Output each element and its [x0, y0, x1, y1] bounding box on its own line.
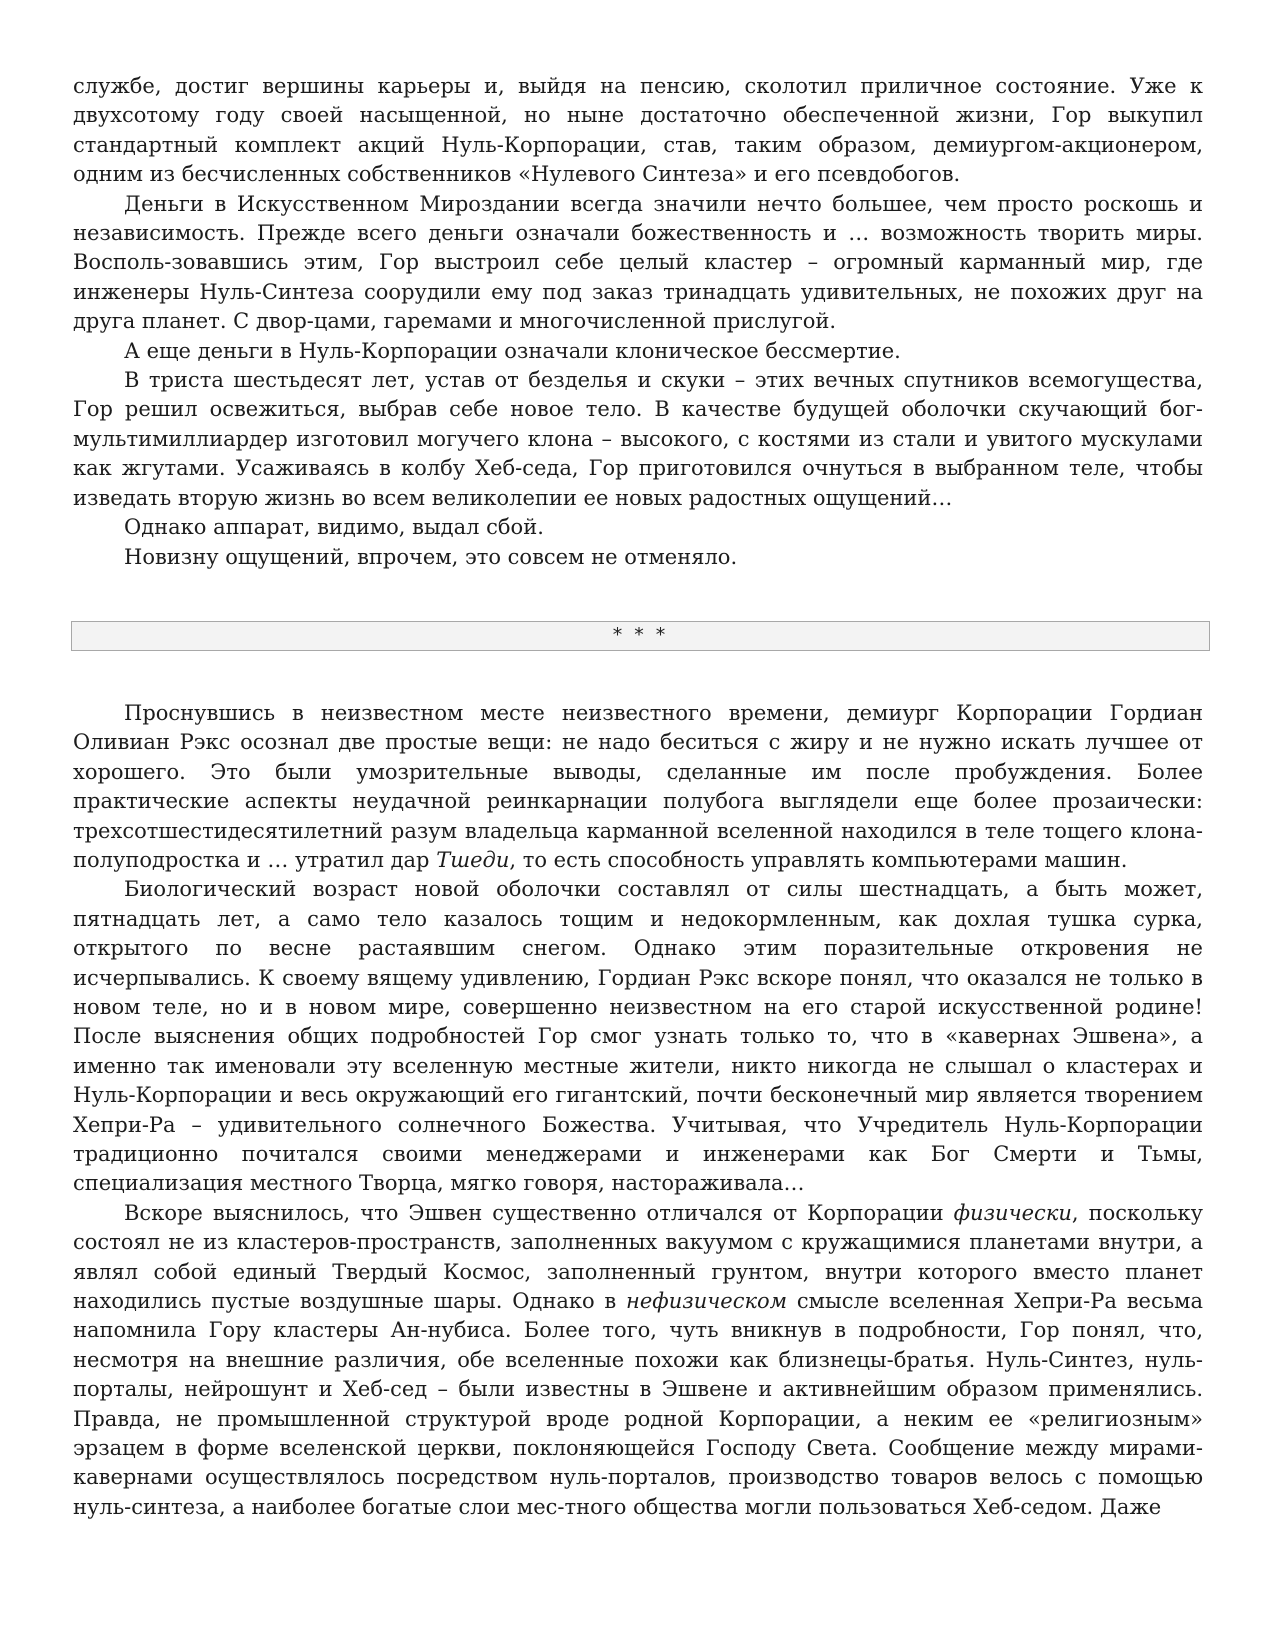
paragraph: службе, достиг вершины карьеры и, выйдя на пенсию, сколотил приличное состояние. Уже к двухсотому году своей насыщенной, но ныне достаточно обеспеченной жизни, Гор выкупил стандартный комплект акций Нуль-Корпорации, став, таким образом, демиургом-акционером, одним из бесчисленных собственников «Нулевого Синтеза» и его псевдобогов. — [73, 74, 1203, 187]
text-run: Проснувшись в неизвестном месте неизвестного времени, демиург Корпорации Гордиан Оливиан Рэкс осознал две простые вещи: не надо беситься с жиру и не нужно искать лучшее от хорошего. Это были умозрительные выводы, сделанные им после пробуждения. Более практические аспекты неудачной реинкарнации полубога выглядели еще более прозаически: трехсотшестидесятилетний разум владельца карманной вселенной находился в теле тощего клона-полуподростка и … утратил дар — [73, 700, 1203, 872]
paragraph: Биологический возраст новой оболочки составлял от силы шестнадцать, а быть может, пятнадцать лет, а само тело казалось тощим и недокормленным, как дохлая тушка сурка, открытого по весне растаявшим снегом. Однако этим поразительные откровения не исчерпывались. К своему вящему удивлению, Гордиан Рэкс вскоре понял, что оказался не только в новом теле, но и в новом мире, совершенно неизвестном на его старой искусственной родине! После выяснения общих подробностей Гор смог узнать только то, что в «кавернах Эшвена», а именно так именовали эту вселенную местные жители, никто никогда не слышал о кластерах и Нуль-Корпорации и весь окружающий его гигантский, почти бесконечный мир является творением Хепри-Ра – удивительного солнечного Божества. Учитывая, что Учредитель Нуль-Корпорации традиционно почитался своими менеджерами и инженерами как Бог Смерти и Тьмы, специализация местного Творца, мягко говоря, настораживала… — [73, 877, 1203, 1196]
paragraph: А еще деньги в Нуль-Корпорации означали клоническое бессмертие. — [124, 338, 901, 363]
paragraph: Однако аппарат, видимо, выдал сбой. — [124, 515, 544, 540]
document-page — [73, 72, 1203, 1522]
paragraph: Деньги в Искусственном Мироздании всегда значили нечто большее, чем просто роскошь и независимость. Прежде всего деньги означали божественность и … возможность творить миры. Восполь-зовавшись этим, Гор выстроил себе целый кластер – огромный карманный мир, где инженеры Нуль-Синтеза соорудили ему под заказ тринадцать удивительных, не похожих друг на друга планет. С двор-цами, гаремами и многочисленной прислугой. — [73, 191, 1203, 334]
text-run: Вскоре выяснилось, что Эшвен существенно отличался от Корпорации — [124, 1200, 954, 1225]
text-run: , поскольку состоял не из кластеров-пространств, заполненных вакуумом с кружащимися планетами внутри, а являл собой единый Твердый Космос, заполненный грунтом, внутри которого вместо планет находились пустые воздушные шары. Однако в — [73, 1200, 1203, 1314]
italic-term: физически — [953, 1200, 1072, 1225]
paragraph — [73, 1199, 1203, 1522]
italic-term: нефизическом — [626, 1289, 788, 1314]
paragraph: В триста шестьдесят лет, устав от безделья и скуки – этих вечных спутников всемогущества, Гор решил освежиться, выбрав себе новое тело. В качестве будущей оболочки скучающий бог-мультимиллиардер изготовил могучего клона – высокого, с костями из стали и увитого мускулами как жгутами. Усаживаясь в колбу Хеб-седа, Гор приготовился очнуться в выбранном теле, чтобы изведать вторую жизнь во всем великолепии ее новых радостных ощущений… — [73, 368, 1203, 510]
text-run: , то есть способность управлять компьютерами машин. — [509, 847, 1128, 872]
text-run: смысле вселенная Хепри-Ра весьма напомнила Гору кластеры Ан-нубиса. Более того, чуть вникнув в подробности, Гор понял, что, несмотря на внешние различия, обе вселенные похожи как близнецы-братья. Нуль-Синтез, нуль-порталы, нейрошунт и Хеб-сед – были известны в Эшвене и активнейшим образом применялись. Правда, не промышленной структурой вроде родной Корпорации, а неким ее «религиозным» эрзацем в форме вселенской церкви, поклоняющейся Господу Света. Сообщение между мирами-кавернами осуществлялось посредством нуль-порталов, производство товаров велось с помощью нуль-синтеза, а наиболее богатые слои мес-тного общества могли пользоваться Хеб-седом. Даже — [73, 1289, 1203, 1519]
section-separator: * * * — [71, 621, 1210, 651]
paragraph — [73, 699, 1203, 875]
italic-term: Тшеди — [436, 847, 510, 872]
paragraph: Новизну ощущений, впрочем, это совсем не отменяло. — [124, 544, 738, 569]
